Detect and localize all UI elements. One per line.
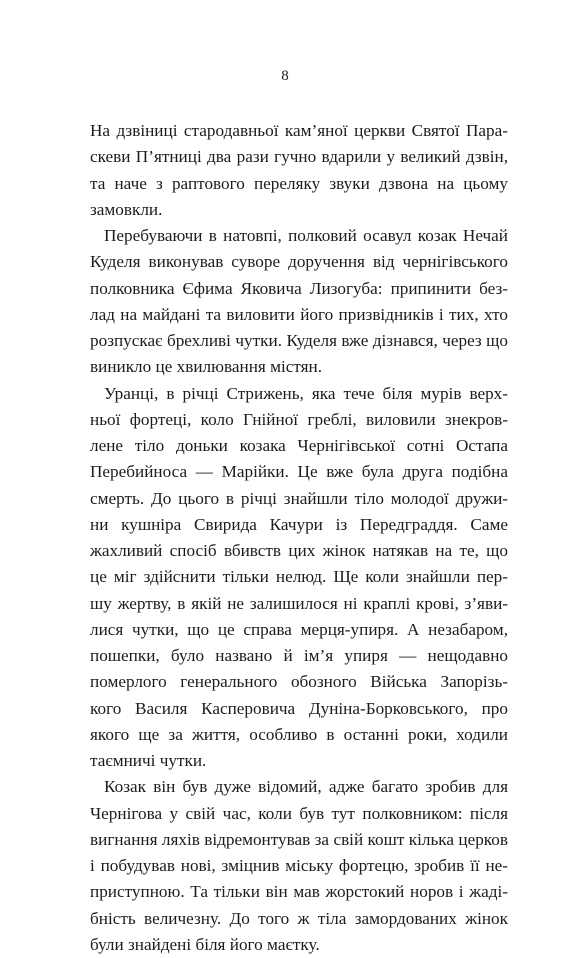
text-line: лад на майдані та виловити його призвідників і тих, хто: [90, 304, 508, 324]
text-line: полковника Єфима Яковича Лизогуба: припинити без-: [90, 278, 508, 298]
text-line: Чернігова у свій час, коли був тут полковником: після: [90, 803, 508, 823]
text-line: виникло це хвилювання містян.: [90, 357, 323, 377]
page-number: 8: [281, 68, 289, 84]
text-line: смерть. До цього в річці знайшли тіло молодої дружи-: [90, 488, 508, 508]
text-line: лене тіло доньки козака Чернігівської сотні Остапа: [90, 436, 508, 455]
text-line: приступною. Та тільки він мав жорстокий норов і жаді-: [90, 882, 508, 902]
text-line: На дзвіниці стародавньої кам’яної церкви Святої Пара-: [90, 121, 508, 140]
text-line: це міг здійснити тільки нелюд. Ще коли знайшли пер-: [90, 567, 508, 587]
text-line: Перебийноса — Марійки. Це вже була друга подібна: [90, 462, 508, 482]
text-line: жахливий спосіб вбивств цих жінок натякав на те, що: [90, 541, 508, 560]
paragraph: [90, 223, 508, 381]
text-line: лися чутки, що це справа мерця-упиря. А незабаром,: [90, 619, 508, 639]
text-line: ни кушніра Свирида Качури із Передграддя. Саме: [90, 514, 508, 534]
text-line: бність величезну. До того ж тіла замордованих жінок: [90, 908, 508, 928]
text-line: шу жертву, в якій не залишилося ні краплі крові, з’яви-: [90, 593, 508, 613]
text-line: і побудував нові, зміцнив міську фортецю, зробив її не-: [90, 856, 508, 875]
paragraph: [90, 381, 508, 775]
text-line: пошепки, було названо й ім’я упиря — нещодавно: [90, 646, 508, 665]
text-line: Уранці, в річці Стрижень, яка тече біля мурів верх-: [104, 383, 508, 403]
text-line: кого Василя Касперовича Дуніна-Борковського, про: [90, 698, 508, 718]
text-line: розпускає брехливі чутки. Куделя вже дізнався, через що: [90, 331, 508, 350]
text-line: замовкли.: [90, 199, 163, 219]
text-line: Перебуваючи в натовпі, полковий осавул козак Нечай: [104, 226, 508, 245]
text-line: таємничі чутки.: [90, 751, 207, 770]
text-line: та наче з раптового переляку звуки дзвона на цьому: [90, 173, 508, 193]
text-line: були знайдені біля його маєтку.: [90, 934, 320, 954]
text-line: Козак він був дуже відомий, адже багато зробив для: [104, 777, 508, 797]
text-line: Куделя виконував суворе доручення від чернігівського: [90, 252, 508, 272]
text-line: якого ще за життя, особливо в останні роки, ходили: [90, 724, 508, 744]
paragraph: [90, 118, 508, 223]
text-line: померлого генерального обозного Війська Запорізь-: [90, 672, 508, 692]
text-line: ньої фортеці, коло Гнійної греблі, виловили знекров-: [90, 409, 508, 429]
text-line: скеви П’ятниці два рази гучно вдарили у великий дзвін,: [90, 147, 508, 167]
text-line: вигнання ляхів відремонтував за свій кошт кілька церков: [90, 829, 508, 849]
body-text: [90, 118, 508, 958]
paragraph: [90, 774, 508, 958]
